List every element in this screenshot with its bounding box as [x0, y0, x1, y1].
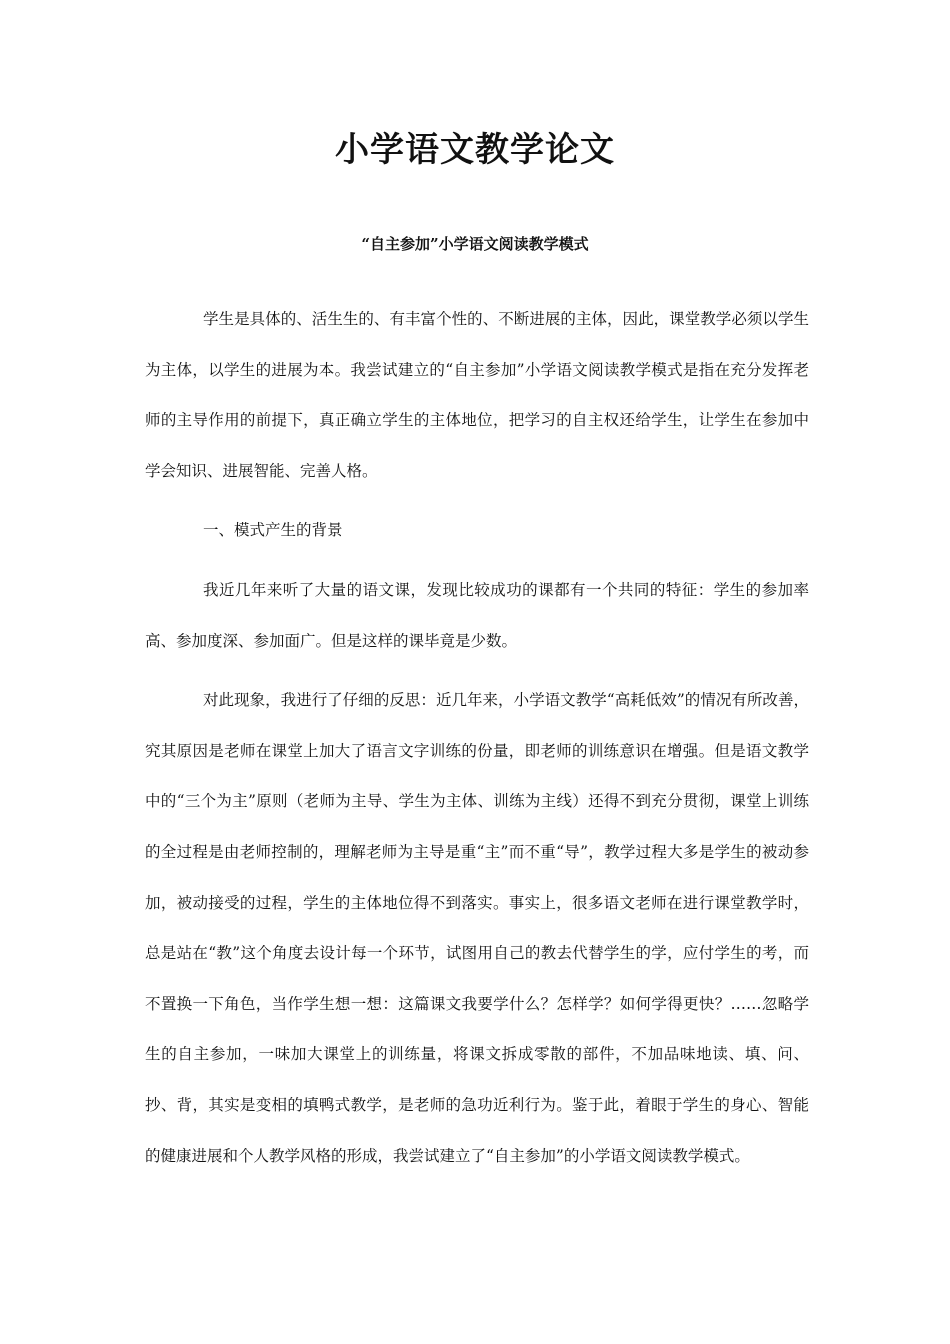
- document-subtitle: “自主参加”小学语文阅读教学模式: [361, 235, 589, 253]
- paragraph-reflection: 对此现象，我进行了仔细的反思：近几年来，小学语文教学“高耗低效”的情况有所改善，究其原因是老师在课堂上加大了语言文字训练的份量，即老师的训练意识在增强。但是语文教学中的“三个为主”原则（老师为主导、学生为主体、训练为主线）还得不到充分贯彻，课堂上训练的全过程是由老师控制的，理解老师为主导是重“主”而不重“导”，教学过程大多是学生的被动参加，被动接受的过程，学生的主体地位得不到落实。事实上，很多语文老师在进行课堂教学时，总是站在“教”这个角度去设计每一个环节，试图用自己的教去代替学生的学，应付学生的考，而不置换一下角色，当作学生想一想：这篇课文我要学什么？怎样学？如何学得更快？……忽略学生的自主参加，一味加大课堂上的训练量，将课文拆成零散的部件，不加品味地读、填、问、抄、背，其实是变相的填鸭式教学，是老师的急功近利行为。鉴于此，着眼于学生的身心、智能的健康进展和个人教学风格的形成，我尝试建立了“自主参加”的小学语文阅读教学模式。: [145, 691, 809, 1165]
- document-title: 小学语文教学论文: [335, 130, 615, 170]
- document-body: [145, 294, 809, 1190]
- paragraph-observation: 我近几年来听了大量的语文课，发现比较成功的课都有一个共同的特征：学生的参加率高、参加度深、参加面广。但是这样的课毕竟是少数。: [145, 580, 809, 650]
- paragraph-intro: 学生是具体的、活生生的、有丰富个性的、不断进展的主体，因此，课堂教学必须以学生为主体，以学生的进展为本。我尝试建立的“自主参加”小学语文阅读教学模式是指在充分发挥老师的主导作用的前提下，真正确立学生的主体地位，把学习的自主权还给学生，让学生在参加中学会知识、进展智能、完善人格。: [145, 310, 809, 480]
- section-heading-background: 一、模式产生的背景: [203, 521, 343, 540]
